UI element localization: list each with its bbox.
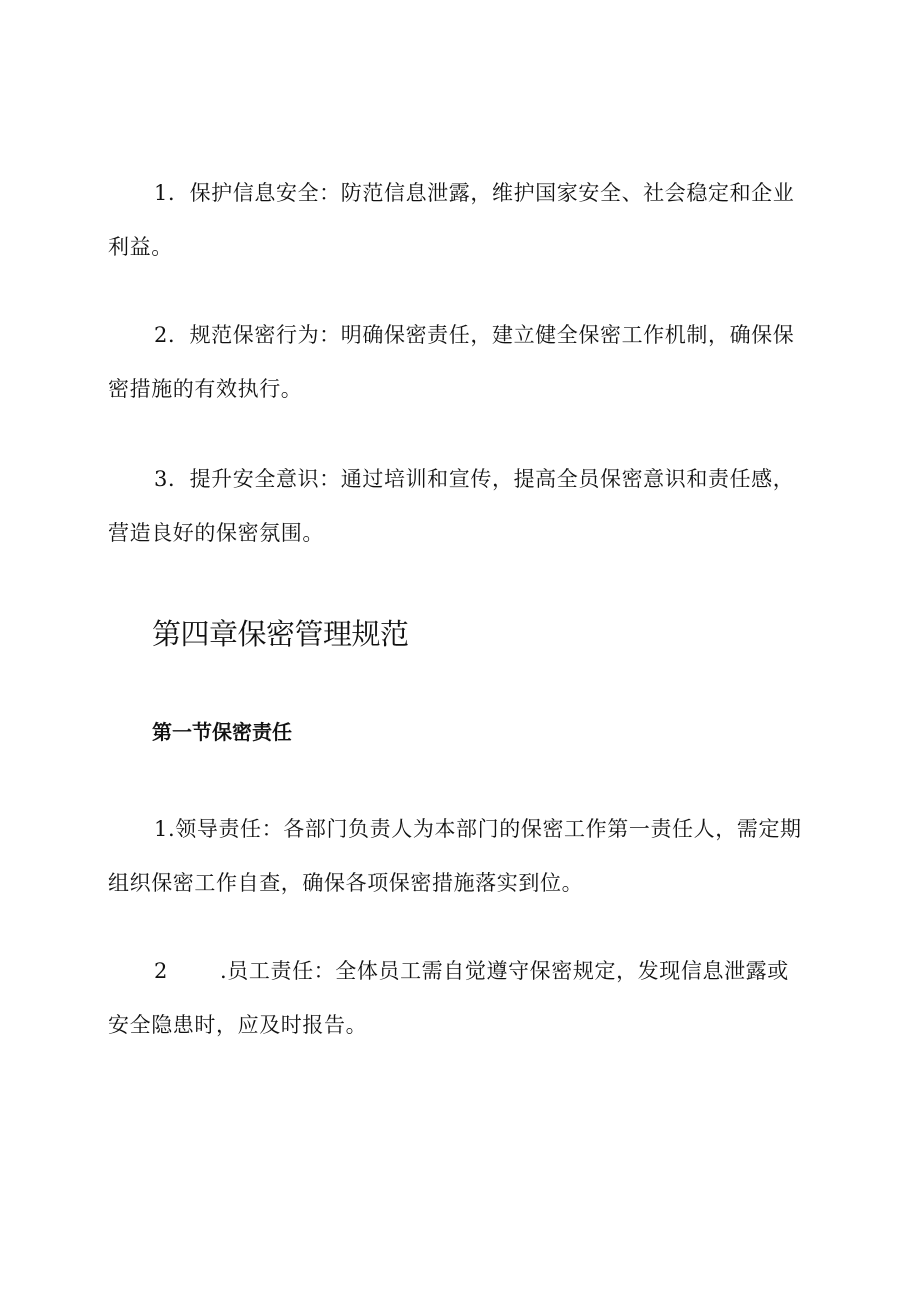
item-number: 2: [154, 323, 168, 347]
item-number: 2: [154, 959, 168, 983]
section-heading: 第一节保密责任: [152, 720, 292, 744]
purpose-item-3: [108, 452, 808, 560]
chapter-heading: 第四章保密管理规范: [152, 617, 409, 651]
item-number: 1: [154, 181, 168, 205]
item-text: ．提升安全意识：通过培训和宣传，提高全员保密意识和责任感，营造良好的保密氛围。: [108, 467, 795, 545]
item-number: 1: [154, 817, 168, 841]
item-text: .员工责任：全体员工需自觉遵守保密规定，发现信息泄露或安全隐患时，应及时报告。: [108, 959, 789, 1037]
purpose-item-2: [108, 308, 808, 416]
item-number: 3: [154, 467, 168, 491]
item-text: .领导责任：各部门负责人为本部门的保密工作第一责任人，需定期组织保密工作自查，确保各项保密措施落实到位。: [108, 817, 802, 895]
item-text: ．保护信息安全：防范信息泄露，维护国家安全、社会稳定和企业利益。: [108, 181, 795, 259]
item-text: ．规范保密行为：明确保密责任，建立健全保密工作机制，确保保密措施的有效执行。: [108, 323, 795, 401]
responsibility-item-1: [108, 802, 808, 910]
purpose-item-1: [108, 166, 808, 274]
responsibility-item-2: [108, 944, 808, 1052]
